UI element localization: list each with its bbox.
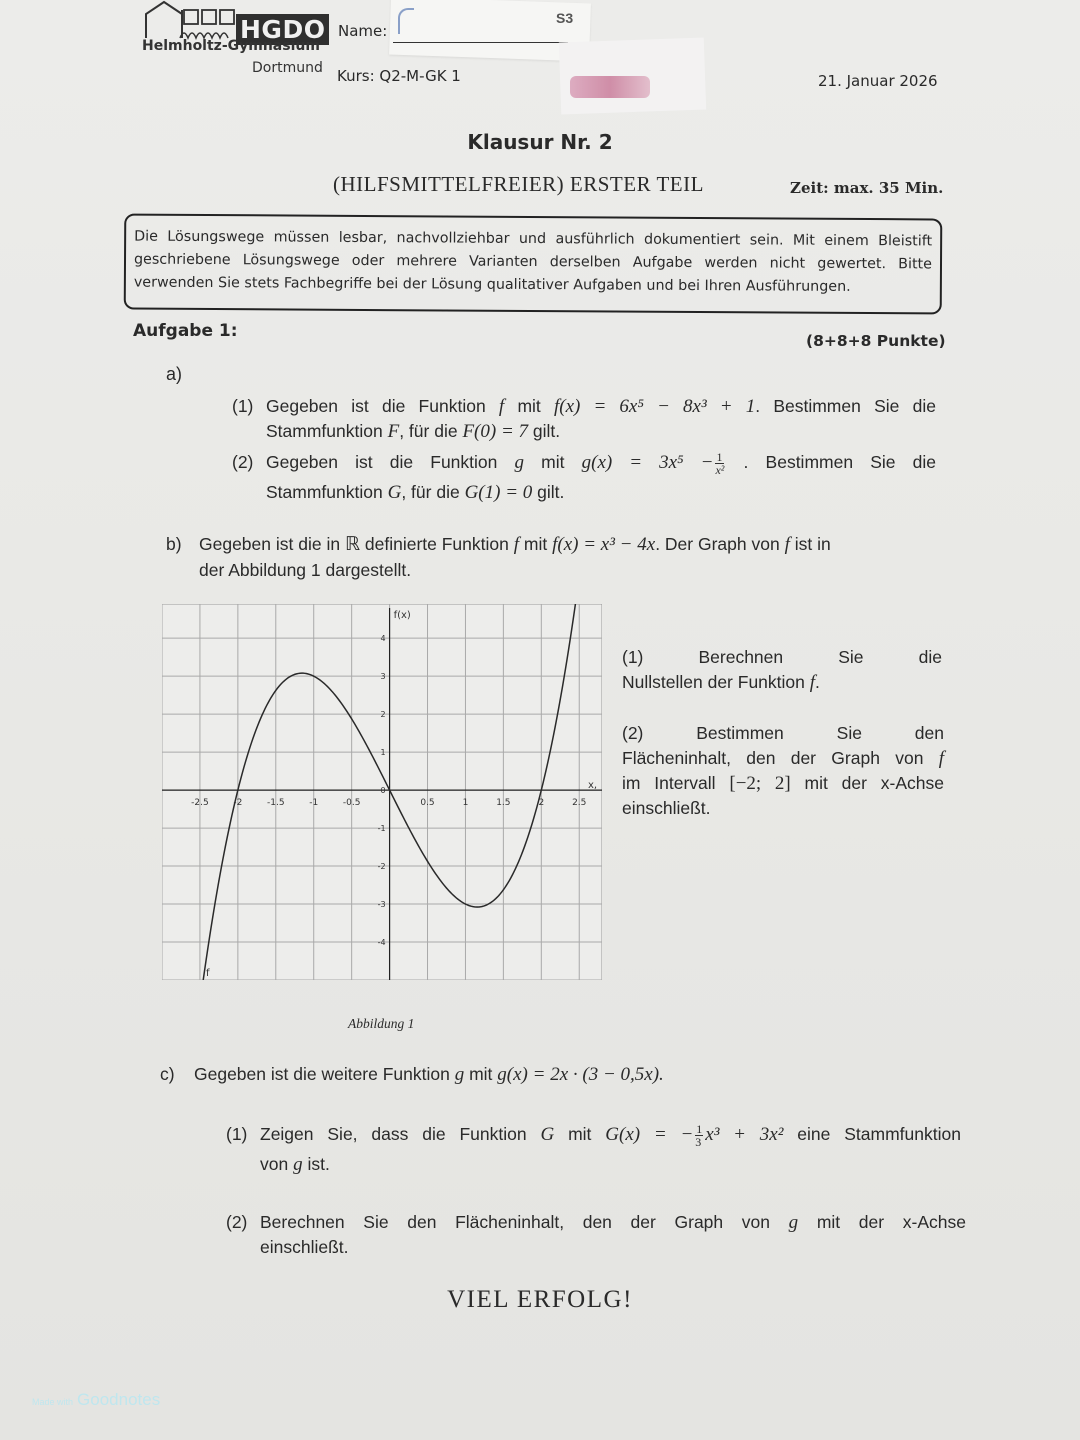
- part-a-label: a): [166, 364, 183, 384]
- data-point: [301, 673, 302, 674]
- data-point: [256, 727, 257, 728]
- x-tick-label: 1.5: [496, 798, 511, 809]
- x-tick-label: 2.5: [572, 798, 587, 809]
- data-point: [484, 905, 485, 906]
- data-point: [477, 906, 478, 907]
- y-tick-label: 2: [380, 710, 386, 720]
- x-tick-label: 0.5: [420, 798, 435, 809]
- exam-date: 21. Januar 2026: [818, 72, 938, 90]
- y-tick-label: -1: [377, 824, 386, 834]
- task-b2: (2) Bestimmen Sie den Flächeninhalt, den der Graph von f im Intervall [−2; 2] mit der x-Achse einschließt.: [622, 723, 944, 818]
- task-points: (8+8+8 Punkte): [806, 332, 946, 350]
- part-b-label: b): [166, 534, 182, 554]
- task-a2: (2) Gegeben ist die Funktion g mit g(x) = 3x⁵ − $\frac{1}{\text{x²}}$ . Bestimmen Sie die Stammfunktion G, für die G(1) = 0 gilt.: [232, 449, 936, 503]
- data-point: [503, 889, 504, 890]
- x-tick-label: 1: [462, 798, 469, 809]
- data-point: [294, 674, 295, 675]
- data-point: [370, 752, 371, 753]
- task-b-line2: der Abbildung 1 dargestellt.: [199, 560, 412, 580]
- task-a1: (1) Gegeben ist die Funktion f mit f(x) = 6x⁵ − 8x³ + 1. Bestimmen Sie die Stammfunktion F, für die F(0) = 7 gilt.: [232, 396, 936, 442]
- x-tick-label: -1: [309, 798, 319, 809]
- x-tick-label: -1.5: [267, 798, 285, 809]
- y-tick-label: 3: [380, 672, 386, 682]
- name-line: [393, 42, 568, 43]
- data-point: [237, 790, 238, 791]
- function-graph: [162, 604, 602, 980]
- handwritten-note: S3: [556, 10, 574, 26]
- data-point: [522, 852, 523, 853]
- task-b: b) Gegeben ist die in ℝ definierte Funktion f mit f(x) = x³ − 4x. Der Graph von f ist in: [166, 534, 831, 555]
- data-point: [541, 790, 542, 791]
- data-point: [275, 690, 276, 691]
- school-city: Dortmund: [252, 60, 323, 76]
- y-tick-label: -2: [377, 862, 386, 872]
- school-name: Helmholtz-Gymnasium: [142, 38, 320, 54]
- data-point: [560, 699, 561, 700]
- y-axis-label: f(x): [393, 610, 411, 621]
- time-limit: Zeit: max. 35 Min.: [790, 179, 944, 197]
- x-tick-label: -0.5: [342, 798, 361, 809]
- data-point: [351, 718, 352, 719]
- exam-title: Klausur Nr. 2: [467, 130, 613, 154]
- data-point: [313, 676, 314, 677]
- data-point: [218, 880, 219, 881]
- y-tick-label: -3: [377, 900, 386, 910]
- series-label: f: [206, 968, 210, 979]
- task-heading: Aufgabe 1:: [133, 321, 238, 341]
- task-c: c) Gegeben ist die weitere Funktion g mit g(x) = 2x · (3 − 0,5x).: [160, 1064, 664, 1085]
- school-logo-icon: [144, 0, 236, 40]
- x-tick-label: -2: [233, 798, 243, 809]
- y-tick-label: 0: [380, 786, 386, 796]
- closing-message: VIEL ERFOLG!: [447, 1286, 633, 1313]
- task-b1: (1) Berechnen Sie die Nullstellen der Funktion f.: [622, 647, 942, 693]
- task-c1: (1) Zeigen Sie, dass die Funktion G mit G(x) = − $\frac{1}{3}$ x³ + 3x² eine Stammfunktion von g ist.: [226, 1121, 961, 1175]
- y-tick-label: -4: [377, 938, 386, 948]
- x-tick-label: -2.5: [191, 798, 209, 809]
- figure-caption: Abbildung 1: [348, 1016, 415, 1031]
- data-point: [408, 827, 409, 828]
- instructions-text: Die Lösungswege müssen lesbar, nachvollziehbar und ausführlich dokumentiert sein. Mit einem Bleistift geschriebene Lösungswege oder mehrere Varianten derselben Aufgabe werden nicht gewertet. Bitte verwenden Sie stets Fachbegriffe bei der Lösung qualitativer Aufgaben und bei Ihren Ausführungen.: [133, 228, 933, 295]
- task-c2: (2) Berechnen Sie den Flächeninhalt, den der Graph von g mit der x-Achse einschließt.: [226, 1212, 966, 1257]
- data-point: [427, 861, 428, 862]
- part-c-label: c): [160, 1064, 175, 1084]
- name-label: Name:: [338, 22, 388, 40]
- data-point: [465, 903, 466, 904]
- data-point: [446, 887, 447, 888]
- redacted-mark: [570, 76, 650, 98]
- course-label: Kurs: Q2-M-GK 1: [337, 67, 461, 85]
- y-tick-label: 1: [380, 748, 386, 758]
- exam-subtitle: (HILFSMITTELFREIER) ERSTER TEIL: [333, 172, 704, 196]
- pen-mark: [398, 8, 414, 34]
- x-tick-label: 2: [538, 798, 545, 809]
- school-logo-text: HGDO: [236, 14, 329, 45]
- y-tick-label: 4: [380, 634, 386, 644]
- x-axis-label: x,: [588, 780, 598, 792]
- data-point: [389, 790, 390, 791]
- data-point: [332, 692, 333, 693]
- app-watermark: Made with Goodnotes: [32, 1390, 161, 1409]
